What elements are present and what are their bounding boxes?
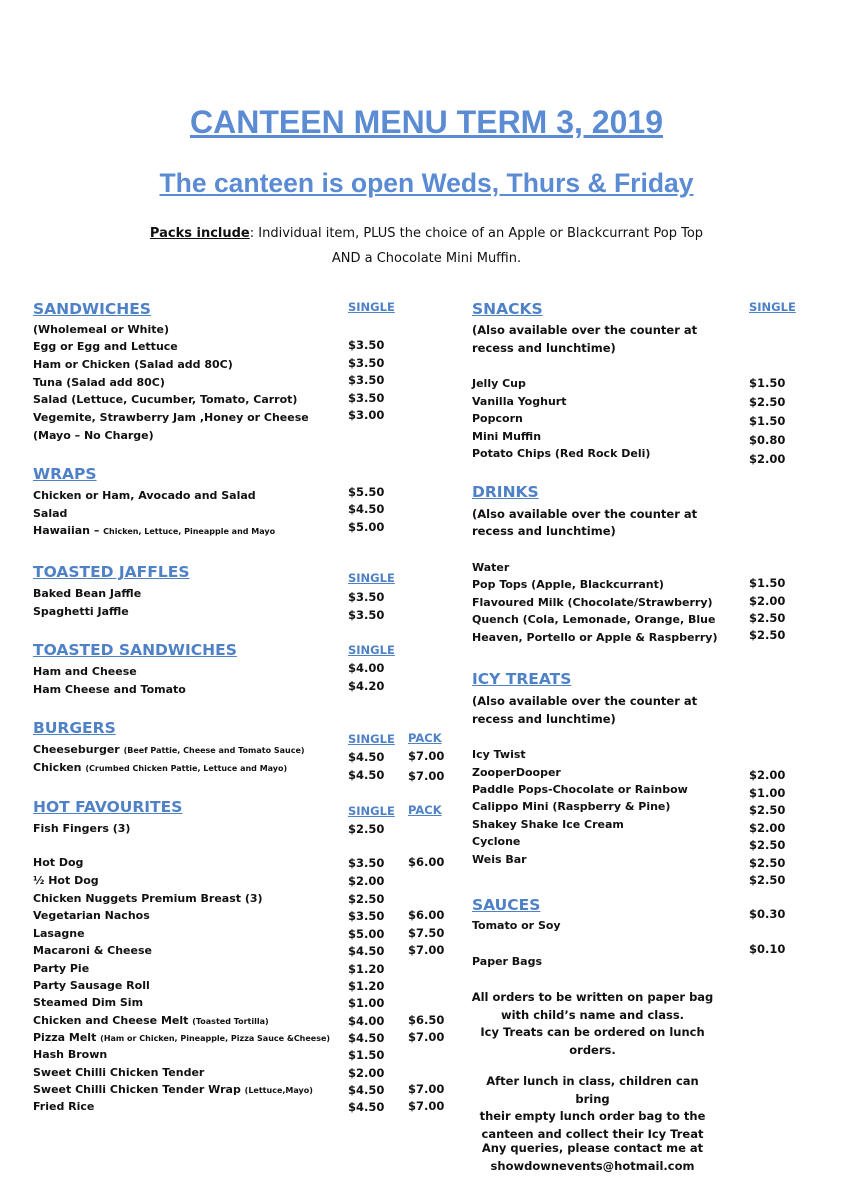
menu-item: Ham or Chicken (Salad add 80C)	[33, 358, 233, 371]
price: $4.50	[348, 1083, 385, 1097]
price: $3.50	[348, 856, 385, 870]
menu-item-detail: Chicken, Lettuce, Pineapple and Mayo	[103, 527, 276, 536]
contact-info	[470, 1140, 715, 1175]
packs-text: : Individual item, PLUS the choice of an Apple or Blackcurrant Pop Top	[249, 226, 704, 241]
section-icy-treats: ICY TREATS	[472, 670, 572, 688]
pack-price: $7.00	[408, 1082, 445, 1096]
section-wraps: WRAPS	[33, 465, 97, 483]
col-pack: PACK	[408, 803, 442, 817]
price: $4.20	[348, 679, 385, 693]
menu-item: Ham Cheese and Tomato	[33, 683, 186, 696]
menu-item: Icy Twist	[472, 748, 526, 761]
snacks-note: recess and lunchtime)	[472, 341, 616, 355]
price: $4.00	[348, 1014, 385, 1028]
menu-item: Jelly Cup	[472, 377, 526, 390]
pack-price: $7.00	[408, 943, 445, 957]
section-burgers: BURGERS	[33, 719, 116, 737]
menu-item: Vegemite, Strawberry Jam ,Honey or Cheese	[33, 411, 309, 424]
menu-item: Fried Rice	[33, 1100, 95, 1113]
pack-price: $6.00	[408, 855, 445, 869]
section-toasted-jaffles: TOASTED JAFFLES	[33, 563, 190, 581]
drinks-note: recess and lunchtime)	[472, 524, 616, 538]
info-line: Any queries, please contact me at	[481, 1141, 704, 1155]
sandwiches-note: (Mayo – No Charge)	[33, 429, 154, 442]
price: $5.50	[348, 485, 385, 499]
menu-item: Water	[472, 561, 510, 574]
info-line: orders.	[569, 1042, 616, 1057]
pack-price: $7.00	[408, 749, 445, 763]
sandwiches-sub: (Wholemeal or White)	[33, 323, 170, 336]
menu-item: Weis Bar	[472, 853, 527, 866]
info-line: with child’s name and class.	[500, 1007, 685, 1022]
price: $4.50	[348, 1031, 385, 1045]
info-line: Icy Treats can be ordered on lunch	[480, 1025, 705, 1039]
col-pack: PACK	[408, 731, 442, 745]
icy-note: (Also available over the counter at	[472, 694, 698, 708]
col-single: SINGLE	[348, 732, 395, 746]
pack-price: $7.50	[408, 926, 445, 940]
section-toasted-sandwiches: TOASTED SANDWICHES	[33, 641, 237, 659]
price: $2.50	[348, 892, 385, 906]
col-single: SINGLE	[348, 804, 395, 818]
menu-item-name: Hawaiian –	[33, 524, 104, 537]
price: $3.00	[348, 408, 385, 422]
price: $2.00	[749, 768, 786, 782]
menu-item: Shakey Shake Ice Cream	[472, 818, 624, 831]
menu-item: Fish Fingers (3)	[33, 822, 131, 835]
price: $0.10	[749, 942, 786, 956]
col-single: SINGLE	[348, 643, 395, 657]
menu-item: Heaven, Portello or Apple & Raspberry)	[472, 631, 718, 644]
menu-item: Baked Bean Jaffle	[33, 587, 142, 600]
pack-price: $7.00	[408, 1030, 445, 1044]
price: $2.50	[749, 838, 786, 852]
pack-price: $6.50	[408, 1013, 445, 1027]
menu-item: Ham and Cheese	[33, 665, 137, 678]
price: $2.00	[348, 1066, 385, 1080]
menu-item: Vanilla Yoghurt	[472, 395, 567, 408]
menu-item	[33, 1014, 269, 1027]
info-line: All orders to be written on paper bag	[471, 990, 714, 1004]
menu-item: Paddle Pops-Chocolate or Rainbow	[472, 783, 688, 796]
price: $4.50	[348, 1100, 385, 1114]
menu-item	[33, 1083, 313, 1096]
price: $2.50	[749, 873, 786, 887]
price: $1.50	[749, 414, 786, 428]
menu-item: ZooperDooper	[472, 766, 561, 779]
price: $2.50	[348, 822, 385, 836]
price: $3.50	[348, 590, 385, 604]
menu-item: Potato Chips (Red Rock Deli)	[472, 447, 651, 460]
pack-price: $7.00	[408, 769, 445, 783]
info-line: canteen and collect their Icy Treat	[481, 1126, 704, 1141]
price: $3.50	[348, 356, 385, 370]
col-single: SINGLE	[348, 571, 395, 585]
packs-info	[0, 224, 853, 244]
price: $4.50	[348, 502, 385, 516]
menu-item: Mini Muffin	[472, 430, 542, 443]
menu-item: Salad (Lettuce, Cucumber, Tomato, Carrot)	[33, 393, 298, 406]
menu-item: Lasagne	[33, 927, 85, 940]
menu-item: ½ Hot Dog	[33, 874, 99, 887]
menu-item: Cyclone	[472, 835, 521, 848]
menu-item-name: Pizza Melt	[33, 1031, 101, 1044]
menu-item-name: Chicken and Cheese Melt	[33, 1014, 193, 1027]
pack-price: $7.00	[408, 1099, 445, 1113]
price: $1.20	[348, 962, 385, 976]
menu-item: Tuna (Salad add 80C)	[33, 376, 165, 389]
price: $0.30	[749, 907, 786, 921]
section-sandwiches: SANDWICHES	[33, 300, 151, 318]
price: $1.50	[749, 376, 786, 390]
menu-item: Steamed Dim Sim	[33, 996, 144, 1009]
collection-instructions	[470, 1073, 715, 1143]
menu-item	[33, 524, 275, 537]
menu-item: Paper Bags	[472, 955, 543, 968]
col-single: SINGLE	[348, 300, 395, 314]
price: $5.00	[348, 927, 385, 941]
section-sauces: SAUCES	[472, 896, 541, 914]
col-single: SINGLE	[749, 300, 796, 314]
price: $2.50	[749, 803, 786, 817]
price: $2.00	[348, 874, 385, 888]
price: $1.00	[348, 996, 385, 1010]
menu-item: Quench (Cola, Lemonade, Orange, Blue	[472, 613, 716, 626]
menu-item-detail: (Ham or Chicken, Pineapple, Pizza Sauce &Cheese)	[100, 1034, 331, 1043]
opening-days: The canteen is open Weds, Thurs & Friday	[159, 168, 694, 198]
packs-info-line2: AND a Chocolate Mini Muffin.	[331, 251, 522, 266]
menu-item: Chicken or Ham, Avocado and Salad	[33, 489, 256, 502]
menu-item: Flavoured Milk (Chocolate/Strawberry)	[472, 596, 713, 609]
price: $2.50	[749, 611, 786, 625]
price: $2.50	[749, 395, 786, 409]
price: $4.50	[348, 750, 385, 764]
section-drinks: DRINKS	[472, 483, 539, 501]
price: $0.80	[749, 433, 786, 447]
packs-label: Packs include	[149, 226, 250, 241]
price: $2.00	[749, 452, 786, 466]
menu-item: Spaghetti Jaffle	[33, 605, 129, 618]
price: $1.00	[749, 786, 786, 800]
price: $4.00	[348, 661, 385, 675]
contact-email: showdownevents@hotmail.com	[490, 1158, 695, 1173]
info-line: their empty lunch order bag to the	[479, 1109, 706, 1123]
order-instructions	[470, 989, 715, 1059]
pack-price: $6.00	[408, 908, 445, 922]
price: $2.50	[749, 856, 786, 870]
menu-item-name: Chicken	[33, 761, 86, 774]
snacks-note: (Also available over the counter at	[472, 323, 698, 337]
menu-item: Tomato or Soy	[472, 919, 561, 932]
price: $1.50	[749, 576, 786, 590]
menu-item: Macaroni & Cheese	[33, 944, 152, 957]
price: $3.50	[348, 373, 385, 387]
price: $2.00	[749, 821, 786, 835]
menu-item: Salad	[33, 507, 68, 520]
menu-item: Egg or Egg and Lettuce	[33, 340, 178, 353]
menu-item-detail: (Crumbed Chicken Pattie, Lettuce and Mayo)	[85, 764, 288, 773]
menu-item: Calippo Mini (Raspberry & Pine)	[472, 800, 671, 813]
price: $4.50	[348, 768, 385, 782]
price: $2.00	[749, 594, 786, 608]
price: $2.50	[749, 628, 786, 642]
menu-item: Popcorn	[472, 412, 523, 425]
menu-item: Party Sausage Roll	[33, 979, 150, 992]
section-hot-favourites: HOT FAVOURITES	[33, 798, 183, 816]
drinks-note: (Also available over the counter at	[472, 507, 698, 521]
price: $3.50	[348, 338, 385, 352]
menu-item: Hot Dog	[33, 856, 84, 869]
menu-item: Pop Tops (Apple, Blackcurrant)	[472, 578, 664, 591]
menu-item: Hash Brown	[33, 1048, 108, 1061]
menu-item-name: Cheeseburger	[33, 743, 124, 756]
price: $5.00	[348, 520, 385, 534]
menu-item-detail: (Toasted Tortilla)	[192, 1017, 269, 1026]
page-title: CANTEEN MENU TERM 3, 2019	[190, 104, 663, 140]
section-snacks: SNACKS	[472, 300, 543, 318]
info-line: After lunch in class, children can bring	[486, 1074, 699, 1106]
menu-item-detail: (Lettuce,Mayo)	[244, 1086, 313, 1095]
price: $3.50	[348, 391, 385, 405]
price: $1.50	[348, 1048, 385, 1062]
menu-item: Vegetarian Nachos	[33, 909, 150, 922]
menu-item	[33, 743, 305, 756]
price: $3.50	[348, 909, 385, 923]
menu-item: Party Pie	[33, 962, 90, 975]
price: $1.20	[348, 979, 385, 993]
menu-item-detail: (Beef Pattie, Cheese and Tomato Sauce)	[123, 746, 305, 755]
price: $4.50	[348, 944, 385, 958]
menu-item	[33, 1031, 330, 1044]
menu-item: Sweet Chilli Chicken Tender	[33, 1066, 205, 1079]
price: $3.50	[348, 608, 385, 622]
icy-note: recess and lunchtime)	[472, 712, 616, 726]
menu-item: Chicken Nuggets Premium Breast (3)	[33, 892, 263, 905]
menu-item	[33, 761, 287, 774]
menu-item-name: Sweet Chilli Chicken Tender Wrap	[33, 1083, 245, 1096]
